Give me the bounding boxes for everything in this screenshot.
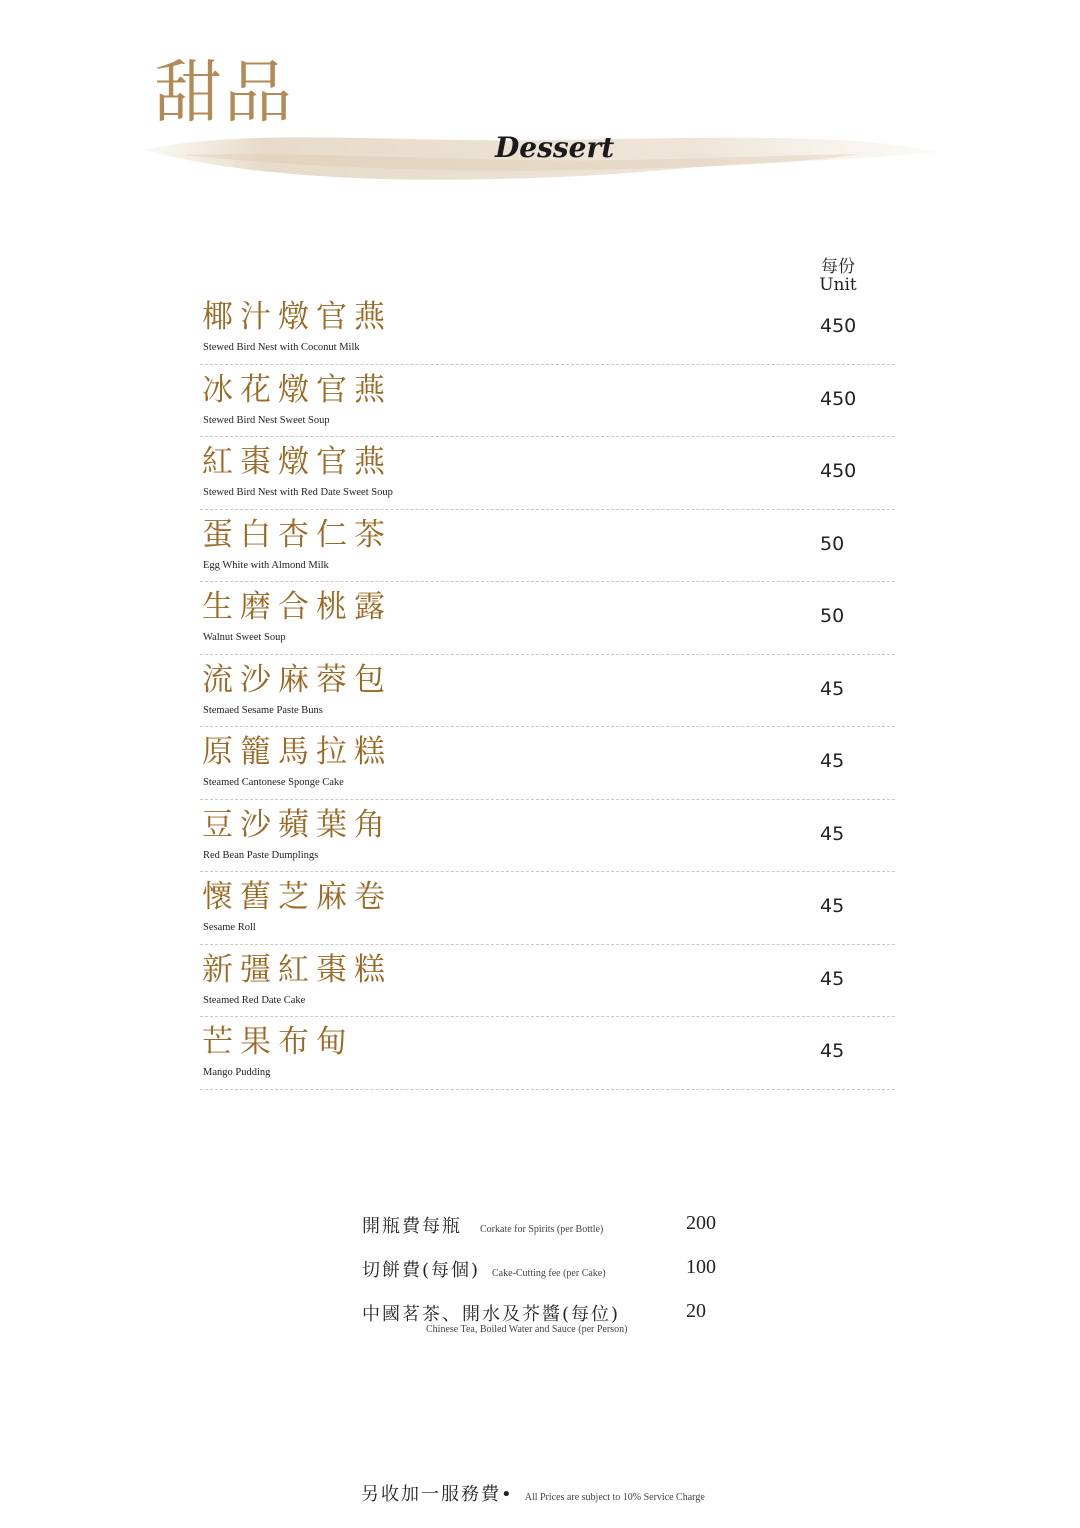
fee-item <box>362 1298 762 1342</box>
menu-item-name-cn: 豆沙蘋葉角 <box>202 806 392 843</box>
menu-item-name-en: Stewed Bird Nest with Coconut Milk <box>203 342 360 353</box>
menu-item-price: 45 <box>820 677 845 700</box>
menu-item <box>200 582 895 655</box>
menu-item-name-en: Egg White with Almond Milk <box>203 559 329 571</box>
fee-name-en: Cake-Cutting fee (per Cake) <box>492 1268 606 1279</box>
service-charge-note <box>361 1480 705 1506</box>
menu-item-name-cn: 芒果布甸 <box>202 1024 354 1060</box>
menu-item-name-cn: 流沙麻蓉包 <box>202 661 392 698</box>
menu-item-name-en: Mango Pudding <box>203 1067 271 1078</box>
menu-item-name-cn: 冰花燉官燕 <box>202 371 392 408</box>
menu-item-name-en: Stewed Bird Nest with Red Date Sweet Soup <box>203 487 393 498</box>
fee-item <box>362 1254 762 1298</box>
menu-item-name-en: Walnut Sweet Soup <box>203 632 286 643</box>
menu-item-name-cn: 生磨合桃露 <box>202 589 392 625</box>
menu-item-name-cn: 原籠馬拉糕 <box>202 734 392 770</box>
menu-item-price: 50 <box>820 605 845 627</box>
menu-item-name-en: Steamed Red Date Cake <box>203 994 306 1006</box>
menu-item-price: 45 <box>820 1040 845 1062</box>
page-title-en: Dessert <box>495 131 615 164</box>
menu-item <box>200 292 895 365</box>
menu-item-name-en: Red Bean Paste Dumplings <box>203 849 319 861</box>
menu-item-name-en: Stemaed Sesame Paste Buns <box>203 704 323 716</box>
menu-item-name-cn: 蛋白杏仁茶 <box>202 516 392 553</box>
menu-item-price: 450 <box>820 387 857 410</box>
menu-item-name-cn: 椰汁燉官燕 <box>202 299 392 335</box>
menu-item <box>200 437 895 510</box>
menu-item-price: 450 <box>820 315 857 337</box>
menu-item-price: 45 <box>820 967 845 990</box>
menu-item <box>200 945 895 1018</box>
page-title-cn: 甜品 <box>154 54 295 133</box>
menu-item <box>200 800 895 873</box>
menu-item-name-cn: 新彊紅棗糕 <box>202 951 392 988</box>
menu-item-name-cn: 懷舊芝麻卷 <box>202 879 392 915</box>
menu-item-name-en: Steamed Cantonese Sponge Cake <box>203 777 344 788</box>
fee-name-cn: 中國茗茶、開水及芥醬(每位) <box>362 1304 621 1325</box>
menu-item-price: 45 <box>820 895 845 917</box>
unit-header-cn: 每份 <box>821 257 855 277</box>
menu-item-price: 50 <box>820 532 845 555</box>
menu-item-price: 45 <box>820 750 845 772</box>
dessert-menu-list <box>200 292 895 1090</box>
unit-header-en: Unit <box>819 275 857 295</box>
fee-price: 20 <box>686 1300 706 1322</box>
price-column-header <box>800 258 876 294</box>
menu-item <box>200 1017 895 1090</box>
menu-item-name-cn: 紅棗燉官燕 <box>202 444 392 480</box>
fee-name-cn: 切餅費(每個) <box>362 1260 481 1281</box>
menu-item-name-en: Stewed Bird Nest Sweet Soup <box>203 414 330 426</box>
service-charge-cn: 另收加一服務費• <box>361 1484 514 1505</box>
menu-item-price: 45 <box>820 822 845 845</box>
fee-name-cn: 開瓶費每瓶 <box>362 1216 462 1237</box>
menu-item <box>200 655 895 728</box>
fee-price: 200 <box>686 1212 716 1234</box>
menu-item <box>200 727 895 800</box>
fee-name-en: Chinese Tea, Boiled Water and Sauce (per Person) <box>426 1324 628 1335</box>
fee-price: 100 <box>686 1256 716 1278</box>
menu-item-name-en: Sesame Roll <box>203 922 256 933</box>
additional-fees <box>362 1210 762 1342</box>
fee-name-en: Corkate for Spirits (per Bottle) <box>480 1224 604 1235</box>
service-charge-en: All Prices are subject to 10% Service Charge <box>524 1492 705 1503</box>
menu-item <box>200 365 895 438</box>
menu-item <box>200 510 895 583</box>
menu-item-price: 450 <box>820 460 857 482</box>
fee-item <box>362 1210 762 1254</box>
menu-item <box>200 872 895 945</box>
